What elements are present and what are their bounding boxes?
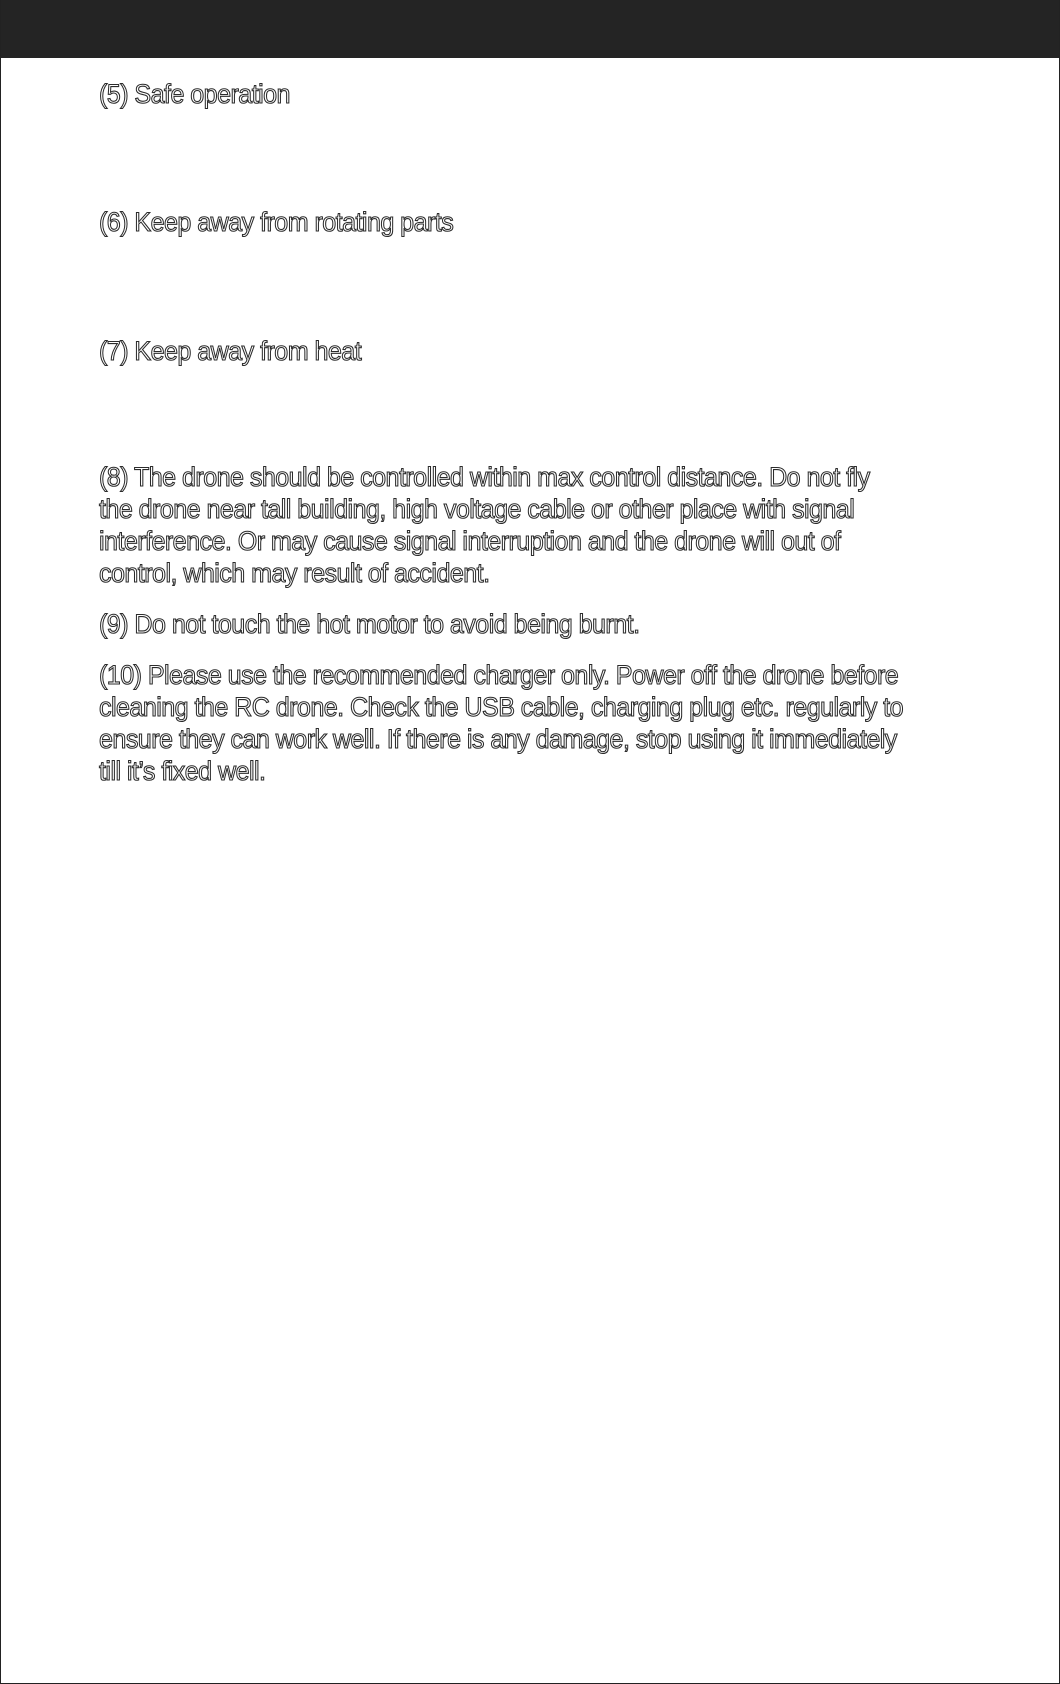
safety-item-7: (7) Keep away from heat <box>99 336 362 366</box>
header-bar <box>1 0 1059 58</box>
safety-item-6: (6) Keep away from rotating parts <box>99 207 454 237</box>
safety-item-5: (5) Safe operation <box>99 79 290 109</box>
safety-item-10: (10) Please use the recommended charger only. Power off the drone before cleaning the RC drone. Check the USB cable, charging plug etc. regularly to ensure they can work well. If there is any damage, stop using it immediately till it’s fixed well. <box>99 660 903 786</box>
safety-item-8: (8) The drone should be controlled within max control distance. Do not fly the drone near tall building, high voltage cable or other place with signal interference. Or may cause signal interruption and the drone will out of control, which may result of accident. <box>99 462 870 588</box>
safety-item-9: (9) Do not touch the hot motor to avoid being burnt. <box>99 609 640 639</box>
